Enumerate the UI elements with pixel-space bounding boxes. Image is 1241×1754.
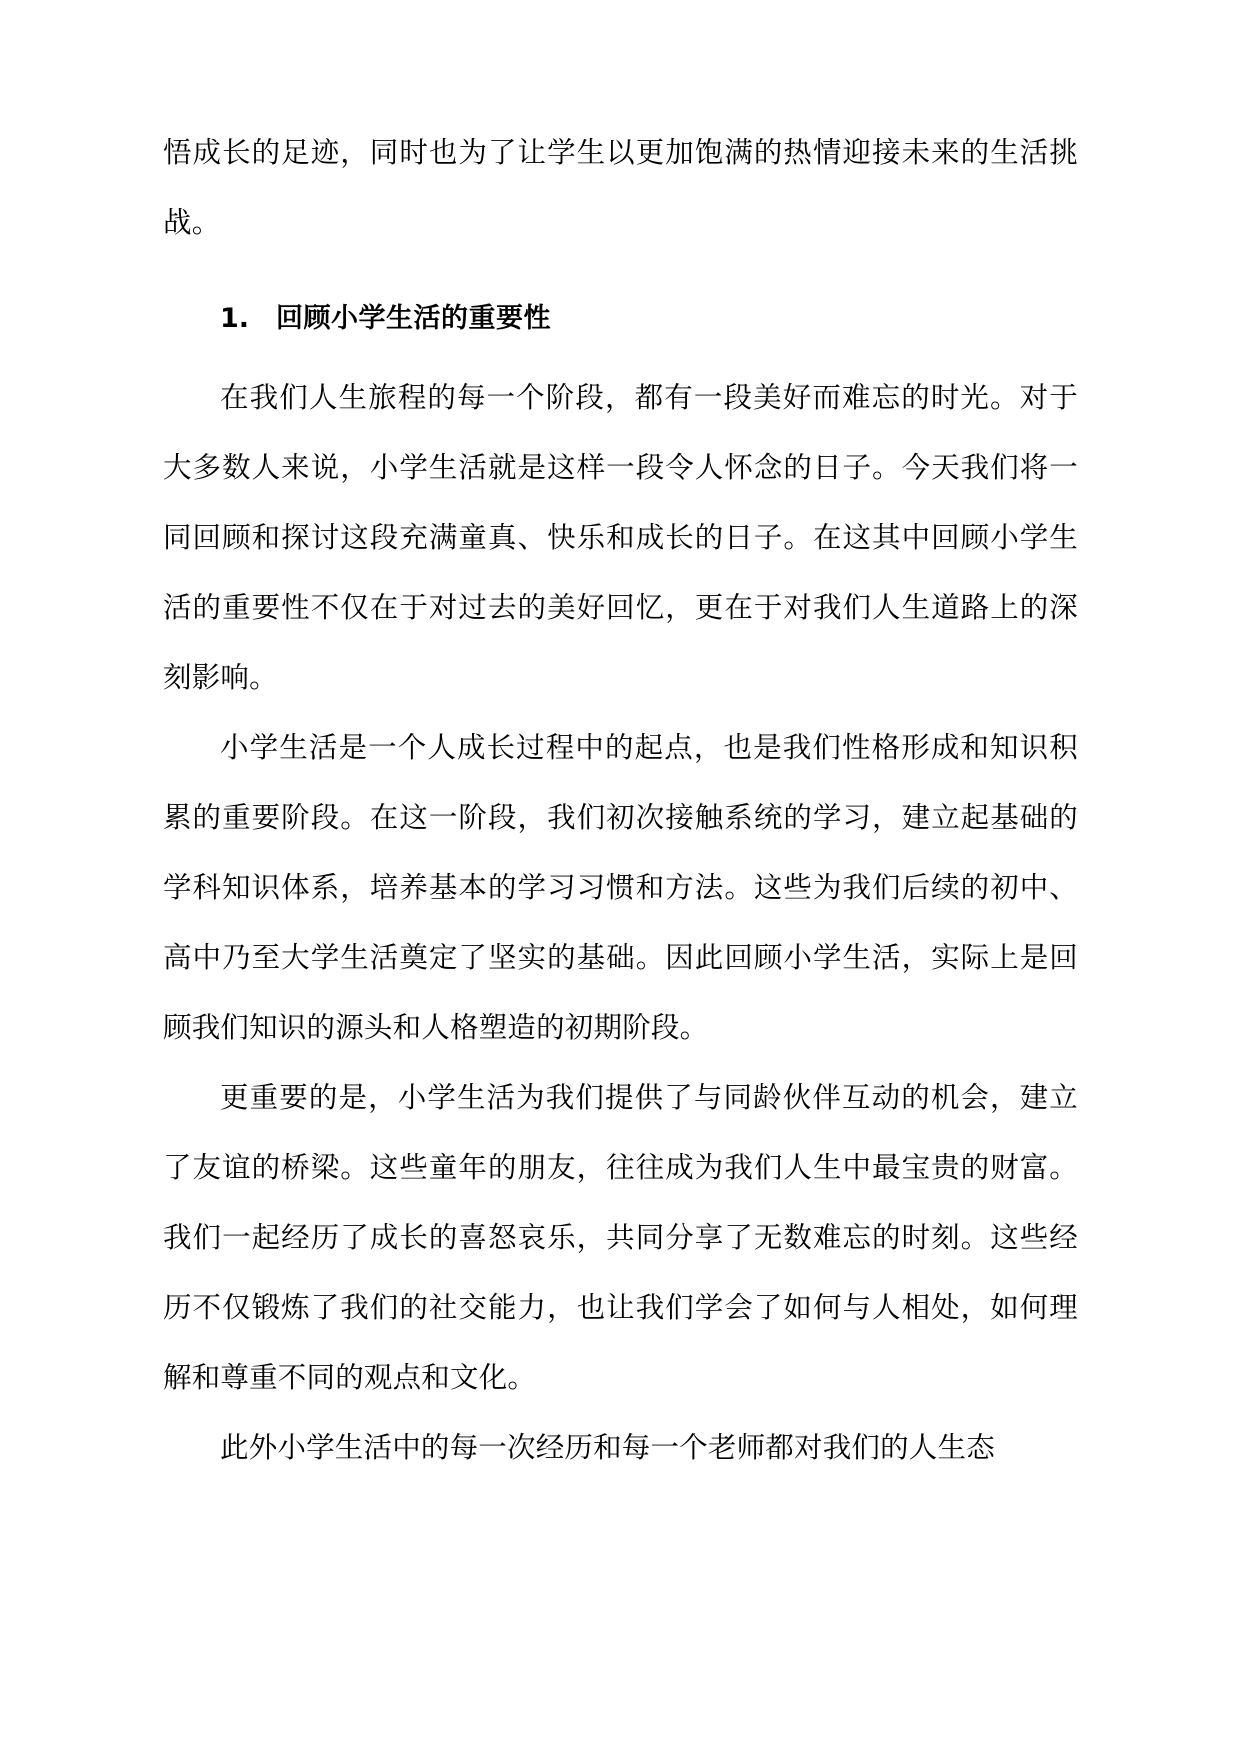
continued-paragraph: 悟成长的足迹，同时也为了让学生以更加饱满的热情迎接未来的生活挑战。 xyxy=(163,136,1078,239)
section-title: 回顾小学生活的重要性 xyxy=(276,303,551,334)
paragraph-4: 此外小学生活中的每一次经历和每一个老师都对我们的人生态 xyxy=(220,1431,995,1464)
section-heading xyxy=(163,296,1078,335)
paragraph-1: 在我们人生旅程的每一个阶段，都有一段美好而难忘的时光。对于大多数人来说，小学生活就是这样一段令人怀念的日子。今天我们将一同回顾和探讨这段充满童真、快乐和成长的日子。在这其中回顾小学生活的重要性不仅在于对过去的美好回忆，更在于对我们人生道路上的深刻影响。 xyxy=(163,381,1078,694)
paragraph-3: 更重要的是，小学生活为我们提供了与同龄伙伴互动的机会，建立了友谊的桥梁。这些童年的朋友，往往成为我们人生中最宝贵的财富。我们一起经历了成长的喜怒哀乐，共同分享了无数难忘的时刻。这些经历不仅锻炼了我们的社交能力，也让我们学会了如何与人相处，如何理解和尊重不同的观点和文化。 xyxy=(163,1081,1078,1394)
document-body xyxy=(163,118,1078,1483)
section-number: 1. xyxy=(220,303,250,334)
paragraph-2: 小学生活是一个人成长过程中的起点，也是我们性格形成和知识积累的重要阶段。在这一阶段，我们初次接触系统的学习，建立起基础的学科知识体系，培养基本的学习习惯和方法。这些为我们后续的初中、高中乃至大学生活奠定了坚实的基础。因此回顾小学生活，实际上是回顾我们知识的源头和人格塑造的初期阶段。 xyxy=(163,731,1078,1044)
